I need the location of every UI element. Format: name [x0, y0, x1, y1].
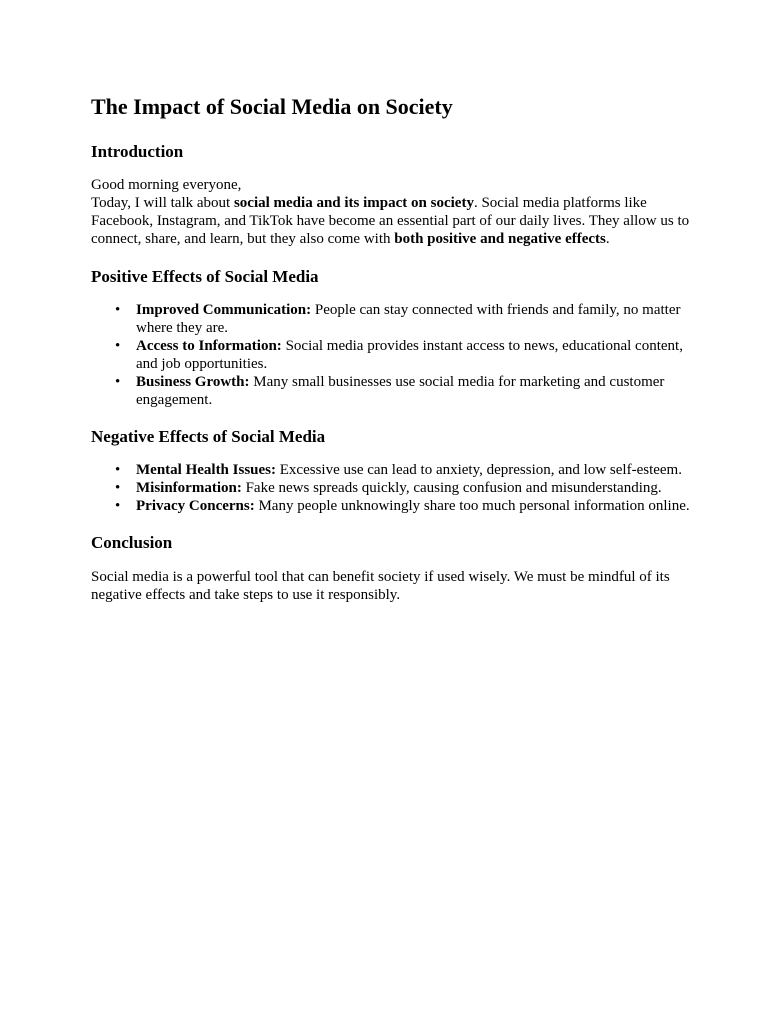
bullet-icon: • [115, 302, 121, 318]
list-item-label: Improved Communication: [136, 302, 312, 318]
bullet-icon: • [115, 374, 121, 390]
list-item [115, 337, 691, 373]
introduction-paragraph [91, 176, 691, 248]
list-item-label: Privacy Concerns: [136, 498, 255, 514]
intro-text-1: Today, I will talk about [91, 195, 234, 211]
positive-effects-heading: Positive Effects of Social Media [91, 267, 319, 286]
intro-bold-1: social media and its impact on society [233, 195, 474, 211]
document-page [91, 92, 691, 604]
list-item [115, 301, 691, 337]
list-item-text: Many people unknowingly share too much personal information online. [254, 498, 690, 514]
list-item-text: Many small businesses use social media for marketing and customer engagement. [136, 374, 665, 408]
introduction-heading: Introduction [91, 142, 184, 161]
greeting-text: Good morning everyone, [91, 177, 242, 193]
list-item-label: Access to Information: [136, 338, 282, 354]
bullet-icon: • [115, 338, 121, 354]
list-item [115, 497, 691, 515]
intro-text-2: . Social media platforms like Facebook, Instagram, and TikTok have become an essential part of our daily lives. They allow us to connect, share, and learn, but they also come with [91, 195, 690, 247]
negative-effects-heading: Negative Effects of Social Media [91, 427, 326, 446]
document-title: The Impact of Social Media on Society [91, 94, 453, 119]
positive-effects-list [91, 301, 691, 409]
list-item-text: Social media provides instant access to news, educational content, and job opportunities. [136, 338, 683, 372]
conclusion-paragraph: Social media is a powerful tool that can benefit society if used wisely. We must be mindful of its negative effects and take steps to use it responsibly. [91, 569, 670, 603]
conclusion-heading: Conclusion [91, 533, 173, 552]
list-item [115, 373, 691, 409]
intro-bold-2: both positive and negative effects [394, 231, 606, 247]
list-item-text: Fake news spreads quickly, causing confusion and misunderstanding. [241, 480, 662, 496]
list-item [115, 479, 691, 497]
negative-effects-list [91, 461, 691, 515]
list-item-label: Mental Health Issues: [136, 462, 276, 478]
bullet-icon: • [115, 462, 121, 478]
list-item-label: Business Growth: [136, 374, 250, 390]
list-item-text: Excessive use can lead to anxiety, depression, and low self-esteem. [276, 462, 682, 478]
intro-text-3: . [605, 231, 610, 247]
bullet-icon: • [115, 480, 121, 496]
list-item-text: People can stay connected with friends and family, no matter where they are. [136, 302, 681, 336]
list-item-label: Misinformation: [136, 480, 242, 496]
list-item [115, 461, 691, 479]
bullet-icon: • [115, 498, 121, 514]
